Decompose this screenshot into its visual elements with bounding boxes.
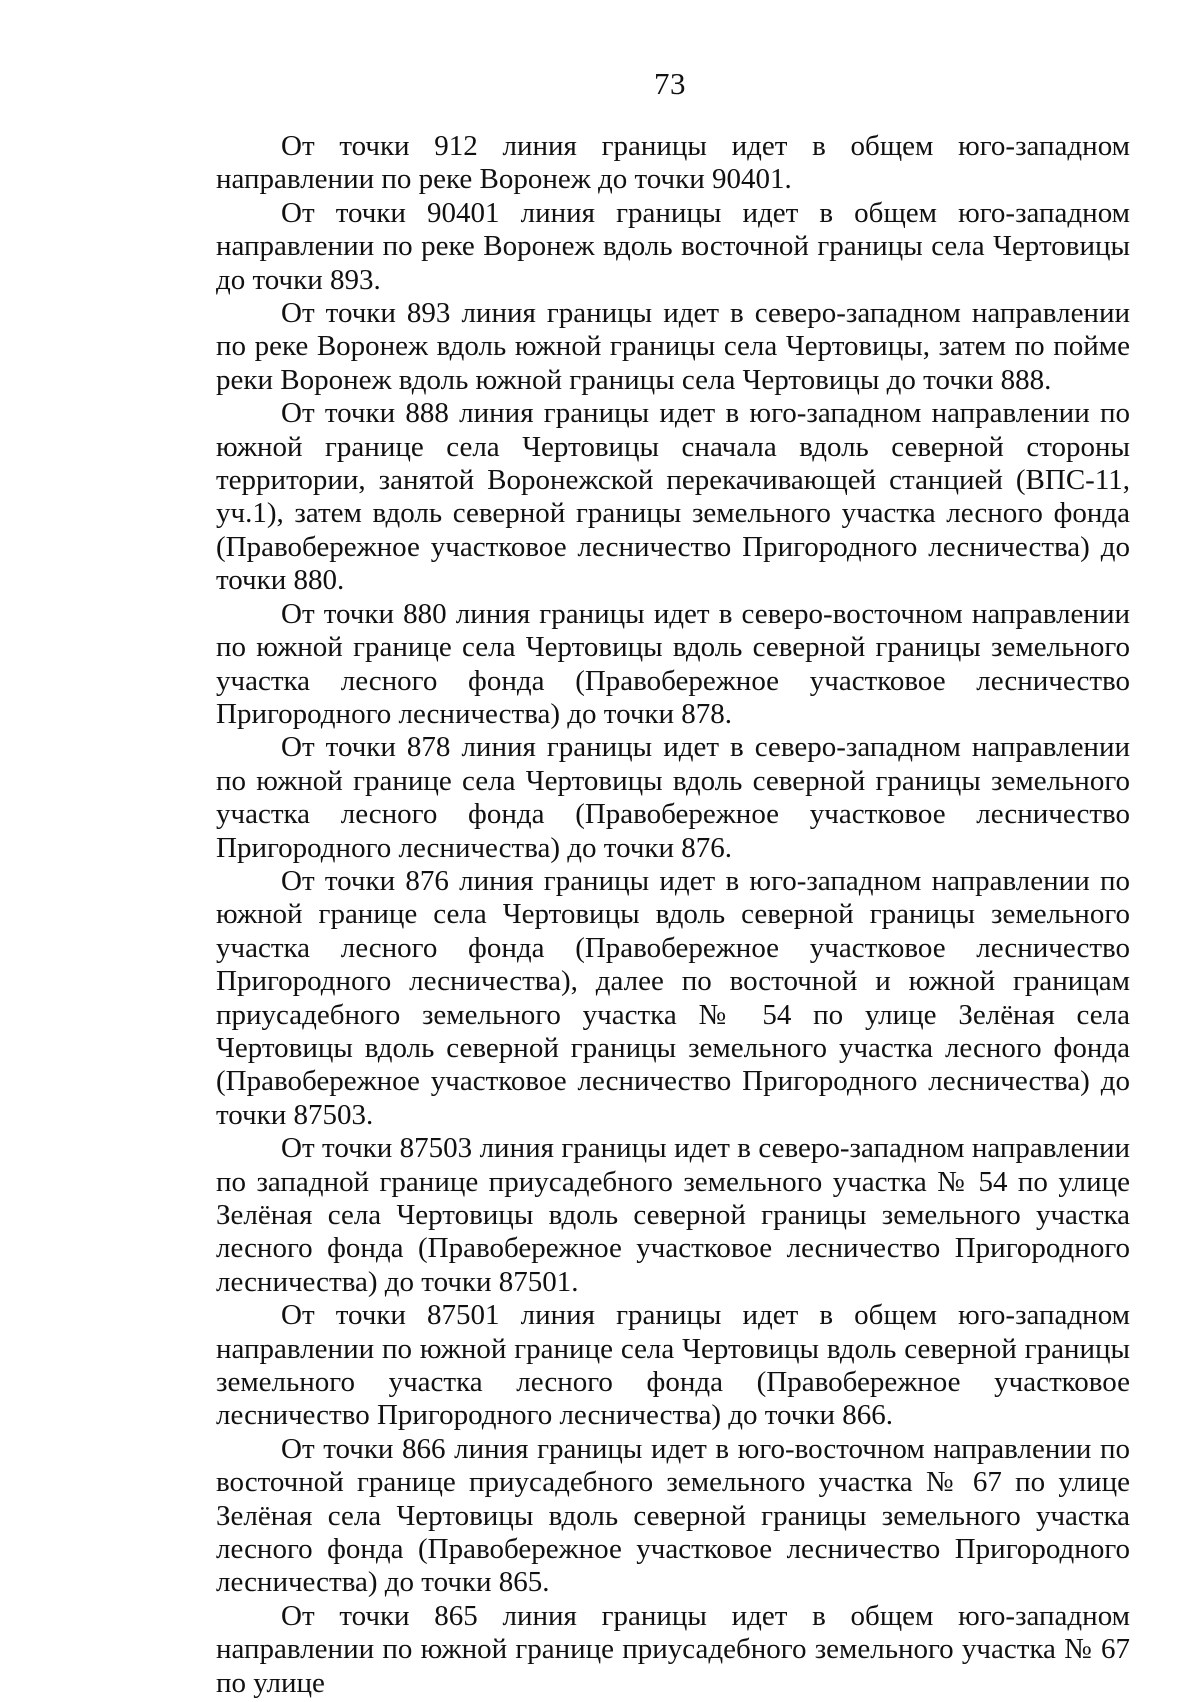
paragraph-point-90401: От точки 90401 линия границы идет в общем юго-западном направлении по реке Воронеж вдоль восточной границы села Чертовицы до точки 893. (216, 196, 1130, 296)
paragraph-point-87503: От точки 87503 линия границы идет в северо-западном направлении по западной границе приусадебного земельного участка № 54 по улице Зелёная села Чертовицы вдоль северной границы земельного участка лесного фонда (Правобережное участковое лесничество Пригородного лесничества) до точки 87501. (216, 1132, 1130, 1298)
paragraph-point-893: От точки 893 линия границы идет в северо-западном направлении по реке Воронеж вдоль южной границы села Чертовицы, затем по пойме реки Воронеж вдоль южной границы села Чертовицы до точки 888. (216, 297, 1130, 396)
paragraph-point-880: От точки 880 линия границы идет в северо-восточном направлении по южной границе села Чертовицы вдоль северной границы земельного участка лесного фонда (Правобережное участковое лесничество Пригородного лесничества) до точки 878. (216, 597, 1130, 730)
document-body (216, 130, 1130, 1700)
paragraph-point-865: От точки 865 линия границы идет в общем юго-западном направлении по южной границе приусадебного земельного участка № 67 по улице (216, 1599, 1130, 1699)
paragraph-point-87501: От точки 87501 линия границы идет в общем юго-западном направлении по южной границе села Чертовицы вдоль северной границы земельного участка лесного фонда (Правобережное участковое лесничество Пригородного лесничества) до точки 866. (216, 1299, 1130, 1432)
paragraph-point-888: От точки 888 линия границы идет в юго-западном направлении по южной границе села Чертовицы сначала вдоль северной стороны территории, занятой Воронежской перекачивающей станцией (ВПС-11, уч.1), затем вдоль северной границы земельного участка лесного фонда (Правобережное участковое лесничество Пригородного лесничества) до точки 880. (216, 397, 1130, 597)
paragraph-point-912: От точки 912 линия границы идет в общем юго-западном направлении по реке Воронеж до точки 90401. (216, 130, 1130, 196)
page-number: 73 (654, 66, 686, 101)
paragraph-point-866: От точки 866 линия границы идет в юго-восточном направлении по восточной границе приусадебного земельного участка № 67 по улице Зелёная села Чертовицы вдоль северной границы земельного участка лесного фонда (Правобережное участковое лесничество Пригородного лесничества) до точки 865. (216, 1432, 1130, 1599)
paragraph-point-878: От точки 878 линия границы идет в северо-западном направлении по южной границе села Чертовицы вдоль северной границы земельного участка лесного фонда (Правобережное участковое лесничество Пригородного лесничества) до точки 876. (216, 731, 1130, 864)
paragraph-point-876: От точки 876 линия границы идет в юго-западном направлении по южной границе села Чертовицы вдоль северной границы земельного участка лесного фонда (Правобережное участковое лесничество Пригородного лесничества), далее по восточной и южной границам приусадебного земельного участка № 54 по улице Зелёная села Чертовицы вдоль северной границы земельного участка лесного фонда (Правобережное участковое лесничество Пригородного лесничества) до точки 87503. (216, 864, 1130, 1131)
